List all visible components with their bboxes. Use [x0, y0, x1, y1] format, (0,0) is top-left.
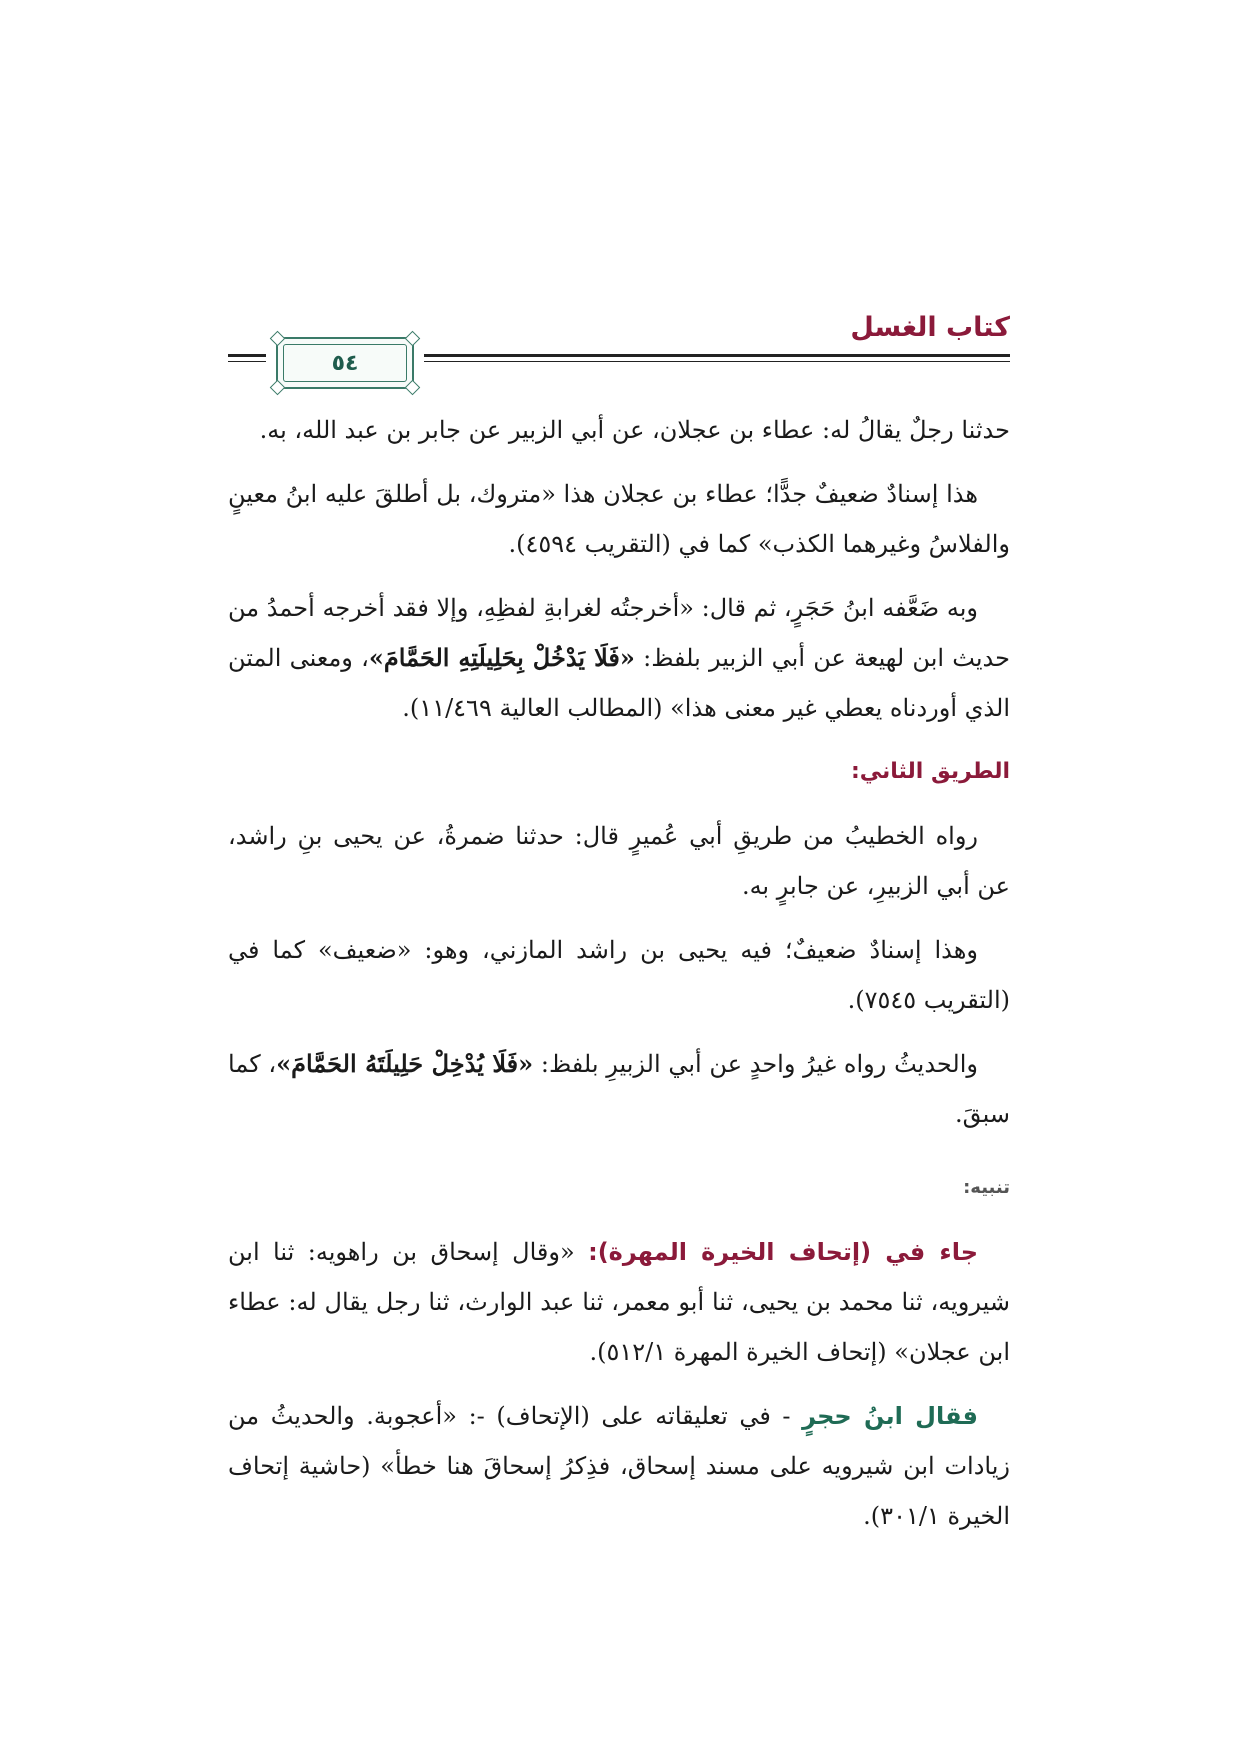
text-run: ، كما سبقَ.: [228, 1050, 1010, 1128]
header-rule: [424, 354, 1010, 357]
author-lead: فقال ابنُ حجرٍ: [802, 1402, 978, 1430]
header-rule-thin: [424, 361, 1010, 362]
chapter-title: كتاب الغسل: [850, 312, 1010, 343]
ornament-icon: [270, 380, 286, 396]
paragraph: حدثنا رجلٌ يقالُ له: عطاء بن عجلان، عن أبي الزبير عن جابر بن عبد الله، به.: [259, 416, 1010, 444]
text-run: - في تعليقاته على (الإتحاف) -: «أعجوبة. والحديثُ من زيادات ابن شيرويه على مسند إسحاق، فذِكرُ إسحاقَ هنا خطأ» (حاشية إتحاف الخيرة ٣٠١/١).: [228, 1402, 1010, 1530]
text-run: وبه ضَعَّفه ابنُ حَجَرٍ، ثم قال: «أخرجتُه لغرابةِ لفظِهِ، وإلا فقد أخرجه أحمدُ من حديث ابن لهيعة عن أبي الزبير بلفظ:: [228, 594, 1010, 672]
paragraph: [228, 1227, 1010, 1377]
note-heading: تنبيه:: [963, 1177, 1010, 1198]
page-number-badge: [276, 337, 414, 389]
paragraph: وهذا إسنادٌ ضعيفٌ؛ فيه يحيى بن راشد المازني، وهو: «ضعيف» كما في (التقريب ٧٥٤٥).: [228, 936, 1010, 1014]
text-run: ، ومعنى المتن الذي أوردناه يعطي غير معنى هذا» (المطالب العالية ١١/٤٦٩).: [228, 644, 1010, 722]
paragraph: [228, 1391, 1010, 1541]
section-heading: الطريق الثاني:: [850, 759, 1010, 784]
hadith-quote: «فَلَا يَدْخُلْ بِحَلِيلَتِهِ الحَمَّامَ»: [368, 643, 635, 672]
source-lead: جاء في (إتحاف الخيرة المهرة):: [588, 1238, 978, 1266]
paragraph: [228, 583, 1010, 733]
page-body: [228, 405, 1010, 1555]
page-number: ٥٤: [283, 344, 407, 382]
header-rule-left: [228, 354, 266, 357]
text-run: والحديثُ رواه غيرُ واحدٍ عن أبي الزبيرِ بلفظ:: [533, 1050, 978, 1078]
text-run: «وقال إسحاق بن راهويه: ثنا ابن شيرويه، ثنا محمد بن يحيى، ثنا أبو معمر، ثنا عبد الوارث، ثنا رجل يقال له: عطاء ابن عجلان» (إتحاف الخيرة المهرة ٥١٢/١).: [228, 1238, 1010, 1366]
paragraph: رواه الخطيبُ من طريقِ أبي عُميرٍ قال: حدثنا ضمرةُ، عن يحيى بنِ راشد، عن أبي الزبيرِ، عن جابرٍ به.: [228, 822, 1010, 900]
header-rule-left-thin: [228, 361, 266, 362]
paragraph: [228, 1039, 1010, 1139]
page-header: [228, 312, 1010, 392]
ornament-icon: [405, 331, 421, 347]
ornament-icon: [405, 380, 421, 396]
hadith-quote: «فَلَا يُدْخِلْ حَلِيلَتَهُ الحَمَّامَ»: [276, 1049, 534, 1078]
paragraph: هذا إسنادٌ ضعيفٌ جدًّا؛ عطاء بن عجلان هذا «متروك، بل أطلقَ عليه ابنُ معينٍ والفلاسُ وغيرهما الكذب» كما في (التقريب ٤٥٩٤).: [228, 480, 1010, 558]
